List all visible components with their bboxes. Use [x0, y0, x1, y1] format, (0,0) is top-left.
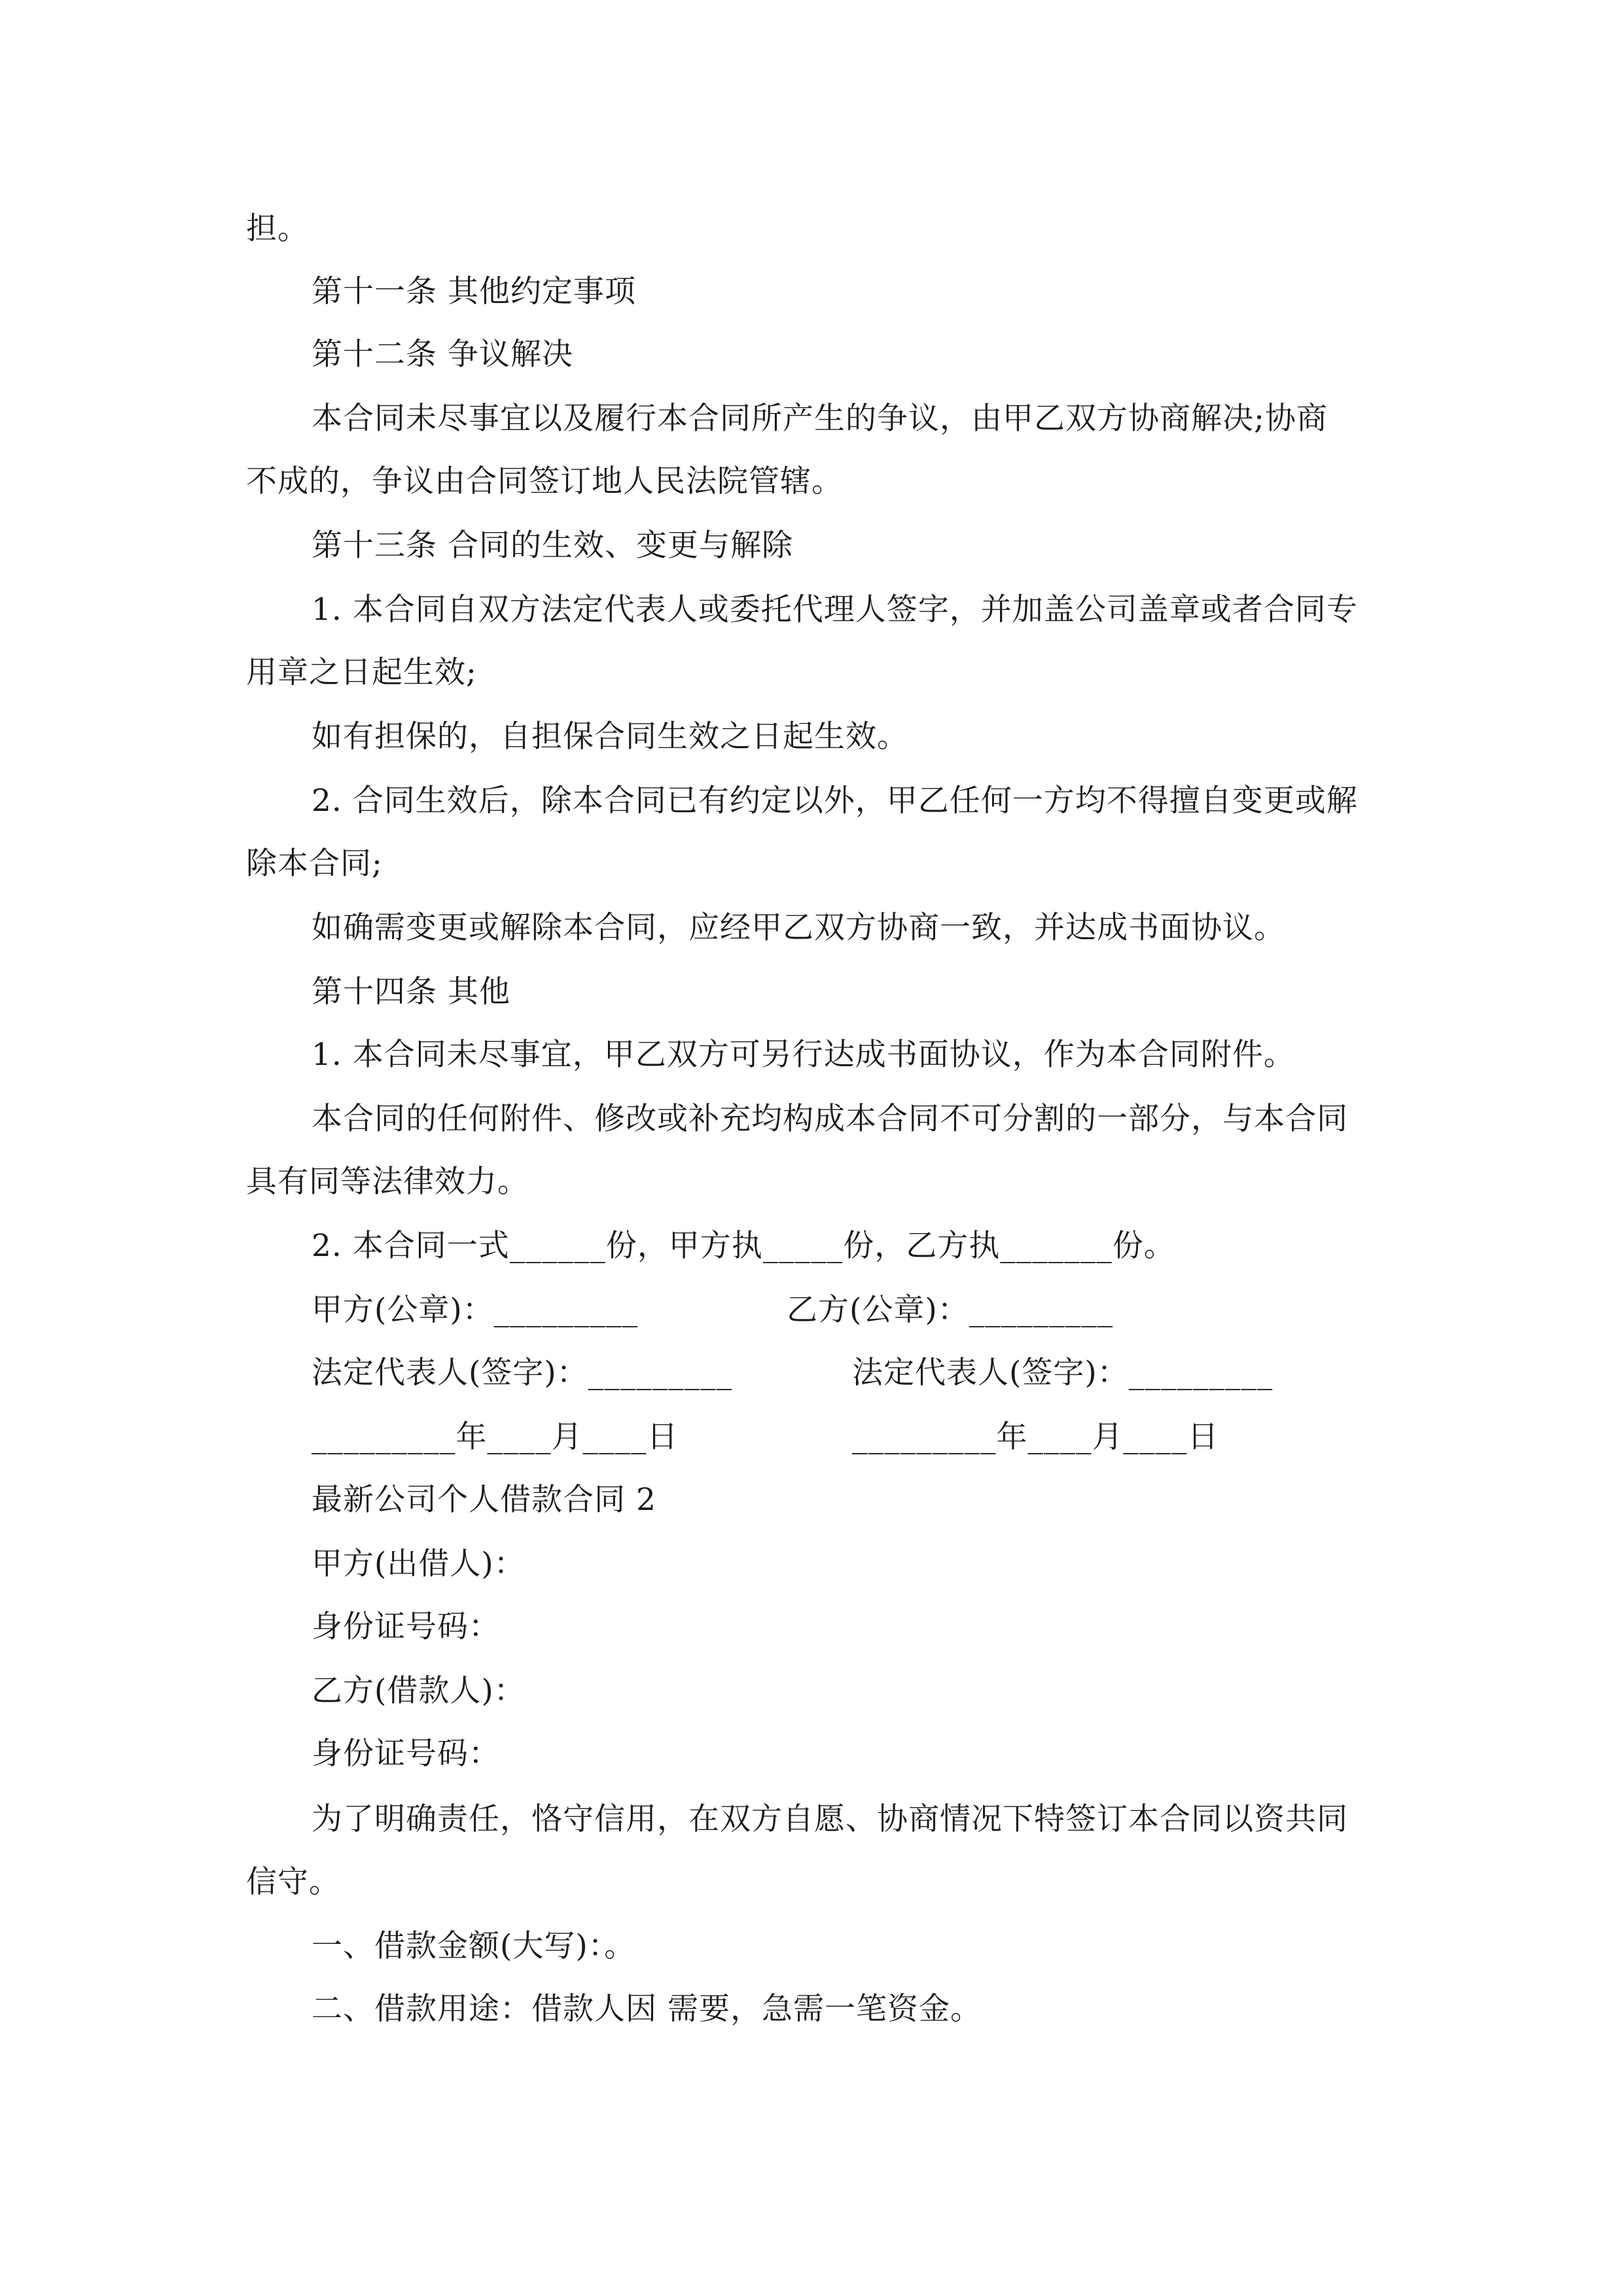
- article-12-heading: 第十二条 争议解决: [312, 336, 573, 372]
- article-14-heading: 第十四条 其他: [312, 974, 510, 1010]
- party-b-seal-line: 乙方(公章)：_________: [787, 1292, 1114, 1328]
- preamble-line: 信守。: [246, 1864, 340, 1900]
- text-line: 2. 合同生效后，除本合同已有约定以外，甲乙任何一方均不得擅自变更或解: [312, 783, 1358, 819]
- text-line: 不成的，争议由合同签订地人民法院管辖。: [246, 463, 843, 499]
- article-11-heading: 第十一条 其他约定事项: [312, 274, 636, 310]
- party-a-seal-line: 甲方(公章)：_________: [312, 1292, 639, 1328]
- clause-2-line: 二、借款用途：借款人因 需要，急需一笔资金。: [312, 1991, 982, 2027]
- lender-id-line: 身份证号码：: [312, 1609, 500, 1645]
- text-line: 用章之日起生效;: [246, 655, 477, 691]
- text-line: 1. 本合同未尽事宜，甲乙双方可另行达成书面协议，作为本合同附件。: [312, 1037, 1295, 1073]
- text-line: 具有同等法律效力。: [246, 1164, 529, 1200]
- copies-line: 2. 本合同一式______份，甲方执_____份，乙方执_______份。: [312, 1228, 1175, 1264]
- rep-b-signature-line: 法定代表人(签字)：_________: [852, 1355, 1274, 1391]
- borrower-id-line: 身份证号码：: [312, 1736, 500, 1772]
- text-line: 如确需变更或解除本合同，应经甲乙双方协商一致，并达成书面协议。: [312, 910, 1285, 946]
- preamble-line: 为了明确责任，恪守信用，在双方自愿、协商情况下特签订本合同以资共同: [312, 1801, 1348, 1837]
- date-b-line: _________年____月____日: [852, 1419, 1219, 1455]
- lender-line: 甲方(出借人)：: [312, 1546, 526, 1582]
- text-line: 1. 本合同自双方法定代表人或委托代理人签字，并加盖公司盖章或者合同专: [312, 592, 1358, 628]
- clause-1-line: 一、借款金额(大写)：。: [312, 1928, 636, 1964]
- text-line: 本合同未尽事宜以及履行本合同所产生的争议，由甲乙双方协商解决;协商: [312, 401, 1328, 437]
- contract-2-title: 最新公司个人借款合同 2: [312, 1482, 656, 1518]
- text-line: 本合同的任何附件、修改或补充均构成本合同不可分割的一部分，与本合同: [312, 1101, 1348, 1137]
- borrower-line: 乙方(借款人)：: [312, 1673, 526, 1709]
- article-13-heading: 第十三条 合同的生效、变更与解除: [312, 528, 793, 564]
- text-line: 如有担保的，自担保合同生效之日起生效。: [312, 719, 908, 755]
- text-line: 除本合同;: [246, 846, 383, 882]
- rep-a-signature-line: 法定代表人(签字)：_________: [312, 1355, 733, 1391]
- date-a-line: _________年____月____日: [312, 1419, 679, 1455]
- text-line: 担。: [246, 211, 309, 247]
